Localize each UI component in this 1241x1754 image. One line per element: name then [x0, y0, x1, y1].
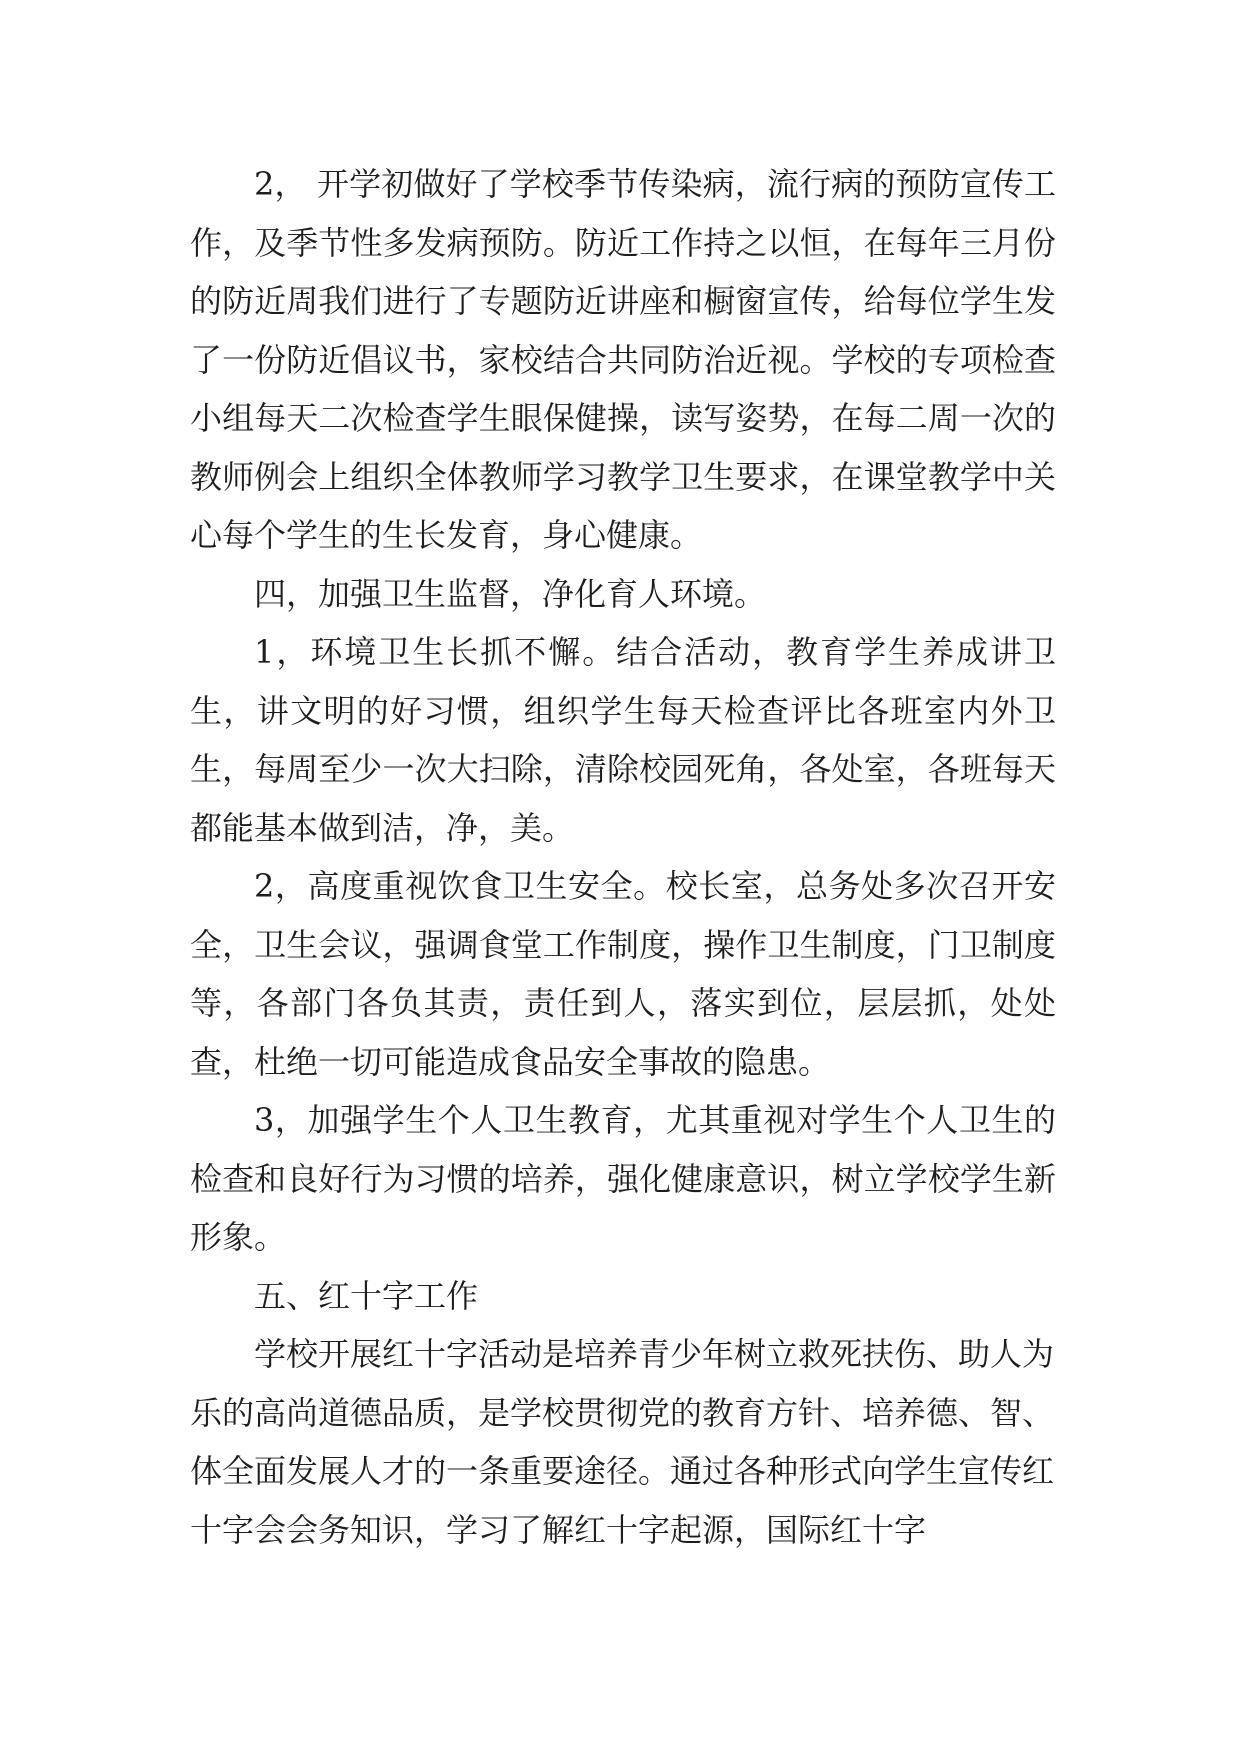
heading-section-four: 四，加强卫生监督，净化育人环境。 [254, 574, 767, 613]
paragraph-food-safety: 2，高度重视饮食卫生安全。校长室，总务处多次召开安全，卫生会议，强调食堂工作制度，操作卫生制度，门卫制度等，各部门各负其责，责任到人，落实到位，层层抓，处处查，杜绝一切可能造成食品安全事故的隐患。 [190, 867, 1056, 1081]
paragraph-environment: 1，环境卫生长抓不懈。结合活动，教育学生养成讲卫生，讲文明的好习惯，组织学生每天检查评比各班室内外卫生，每周至少一次大扫除，清除校园死角，各处室，各班每天都能基本做到洁，净，美。 [190, 633, 1056, 847]
paragraph-red-cross: 学校开展红十字活动是培养青少年树立救死扶伤、助人为乐的高尚道德品质，是学校贯彻党的教育方针、培养德、智、体全面发展人才的一条重要途径。通过各种形式向学生宣传红十字会会务知识，学习了解红十字起源，国际红十字 [190, 1335, 1055, 1549]
heading-section-five: 五、红十字工作 [254, 1276, 479, 1315]
paragraph-personal-hygiene: 3，加强学生个人卫生教育，尤其重视对学生个人卫生的检查和良好行为习惯的培养，强化健康意识，树立学校学生新形象。 [190, 1101, 1056, 1256]
paragraph-prevention: 2， 开学初做好了学校季节传染病，流行病的预防宣传工作，及季节性多发病预防。防近工作持之以恒，在每年三月份的防近周我们进行了专题防近讲座和橱窗宣传，给每位学生发了一份防近倡议书，家校结合共同防治近视。学校的专项检查小组每天二次检查学生眼保健操，读写姿势，在每二周一次的教师例会上组织全体教师学习教学卫生要求，在课堂教学中关心每个学生的生长发育，身心健康。 [190, 165, 1056, 554]
document-page [190, 155, 1056, 1559]
